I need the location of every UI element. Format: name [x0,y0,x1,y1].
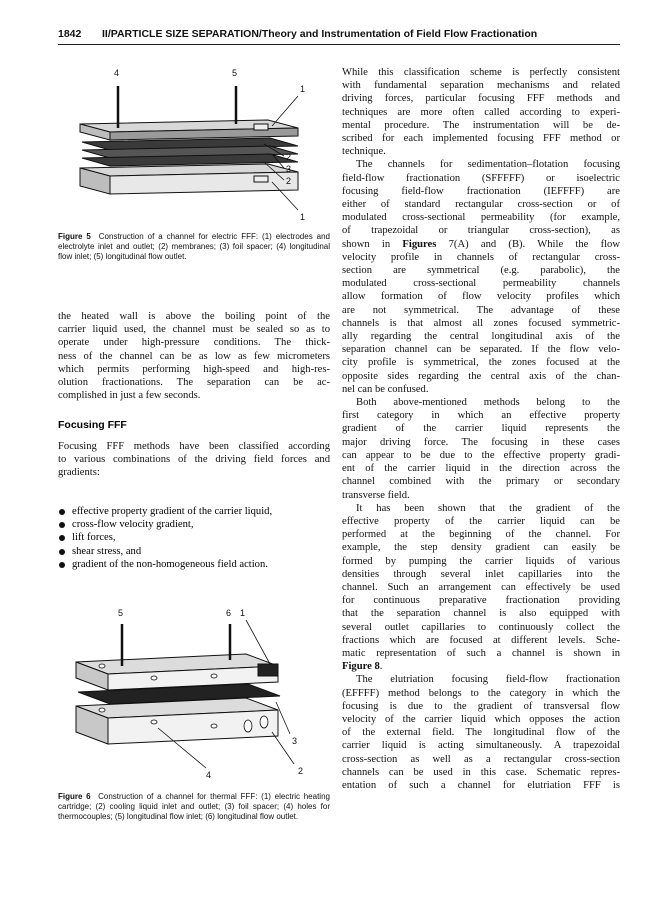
left-para-2 [58,440,330,480]
fig5-label-1-top: 1 [300,84,306,94]
figure-6-caption-label: Figure 6 [58,792,91,801]
text-line: nel can be confused. [342,383,429,395]
fig6-label-3: 3 [292,736,298,746]
text-line: carrier liquid used, the channel must be sealed so as to [58,324,330,336]
text-line: field-flow fractionation (SFFFFF) or isoelectric [342,172,620,184]
text-span: 7(A) and (B). While the flow [436,238,621,250]
text-line: (EFFFF) method belongs to the category in which the [342,687,620,699]
left-para-1 [58,310,330,402]
text-line: entation of such a channel for elutriation FFF is [342,779,620,791]
text-line: major driving force. The focusing in these cases [342,436,620,448]
text-line: operate under high-pressure conditions. The thick- [58,337,330,349]
text-line: focusing is due to the gradient of transversal flow [342,700,620,712]
text-line [342,238,620,251]
text-line: channel. Such an arrangement can effectively be used [342,581,620,593]
text-line: While this classification scheme is perfectly consistent [342,67,620,78]
text-line: channel combined with the primary or secondary [342,476,620,488]
text-line: complished in just a few seconds. [58,390,201,402]
bullet-list [58,505,272,571]
text-line: either of standard rectangular cross-section or of [342,199,620,211]
text-line: velocity of the carrier liquid which opposes the action [342,713,620,725]
figure-reference[interactable]: Figure 8 [342,661,380,673]
text-line: channels is that almost all zones focused symmetric- [342,317,620,329]
text-line: with fundamental separation mechanisms and related [342,80,620,92]
text-line [342,660,620,673]
figure-5-caption [58,232,330,263]
text-line: velocity profile in channels of rectangular cross- [342,251,620,263]
text-line: of the external field. The longitudinal flow of the [342,727,620,739]
text-line: effective property of the carrier liquid can be [342,515,620,527]
text-line: carrier liquid is acting simultaneously. A trapezoidal [342,740,620,752]
fig5-label-2-upper: 2 [286,152,292,162]
text-line: the heated wall is above the boiling point of the [58,311,330,322]
running-title: II/PARTICLE SIZE SEPARATION/Theory and Instrumentation of Field Flow Fractionation [102,28,538,40]
section-heading: Focusing FFF [58,419,127,431]
text-line: formed by pumping the carrier liquids of various [342,555,620,567]
text-line: transverse field. [342,489,410,501]
list-item: lift forces, [58,531,272,544]
text-line: The elutriation focusing field-flow fractionation [356,674,620,686]
page-number: 1842 [58,28,82,40]
text-line: of trapezoidal or triangular cross-section), as [342,225,620,237]
text-line: modulated cross-sectional permeability (for example, [342,212,620,224]
list-item: gradient of the non-homogeneous field action. [58,558,272,571]
text-line: that the separation channel is also equipped with [342,608,620,620]
running-header [58,28,620,45]
text-line: ness of the channel can be as low as few micrometers [58,350,330,362]
fig6-label-1: 1 [240,608,246,618]
figure-6-diagram [58,602,330,782]
text-line: performed at the beginning of the channel. For [342,529,620,541]
text-line: ally regarding the central longitudinal axis of the [342,331,620,343]
figure-reference[interactable]: Figures [402,238,437,250]
text-line: scribed for each implemented focusing FFF method or [342,133,620,145]
text-line: which permits performing high-speed and high-res- [58,363,330,375]
text-line: driving forces, particular focusing FFF methods and [342,93,620,105]
text-line: gradient of the carrier liquid represents the [342,423,620,435]
text-line: cross-section as well as a rectangular cross-section [342,753,620,765]
fig6-label-4: 4 [206,770,212,780]
text-line: example, the step density gradient can easily be [342,542,620,554]
fig6-label-2: 2 [298,766,304,776]
text-line: matic representation of such a channel is shown in [342,647,620,659]
list-item: effective property gradient of the carrier liquid, [58,505,272,518]
text-span: . [379,661,383,673]
text-line: techniques are more often called according to experi- [342,106,620,118]
text-line: city profile is symmetrical, the zones focused at the [342,357,620,369]
fig6-label-5: 5 [118,608,124,618]
figure-5-caption-label: Figure 5 [58,232,91,241]
text-line: The channels for sedimentation–flotation focusing [356,159,620,171]
text-line: Focusing FFF methods have been classified according [58,441,330,452]
text-line: channels can be used in this case. Schematic repres- [342,766,620,778]
figure-5-caption-text: Construction of a channel for electric FFF: (1) electrodes and electrolyte inlet and outlet; (2) membranes; (3) foil spacer; (4) longitudinal flow inlet; (5) longitudinal flow outlet. [58,232,330,262]
text-line: opposite sides regarding the central axis of the chan- [342,370,620,382]
fig5-label-3: 3 [286,164,292,174]
text-line: fractions which are focused at different levels. Sche- [342,634,620,646]
fig5-label-1-bottom: 1 [300,212,306,222]
text-line: It has been shown that the gradient of the [356,502,620,514]
text-line: olution fractionations. The separation can be ac- [58,377,330,389]
fig5-label-2-lower: 2 [286,176,292,186]
figure-6-caption [58,792,330,823]
text-line: mental procedure. The instrumentation will be de- [342,119,620,131]
text-line: technique. [342,146,386,158]
fig6-label-6: 6 [226,608,232,618]
text-line: focusing field-flow fractionation (IEFFFF) are [342,185,620,197]
right-column [342,66,620,792]
text-span: shown in [342,238,403,250]
list-item: cross-flow velocity gradient, [58,518,272,531]
text-line: separation channel can be separated. If the flow velo- [342,344,620,356]
fig5-label-4: 4 [114,68,120,78]
text-line: can appear to be due to the effective property gradi- [342,449,620,461]
figure-5-diagram [58,62,330,222]
text-line: modulated cross-sectional permeability channels [342,278,620,290]
text-line: several outlet capillaries to continuously collect the [342,621,620,633]
text-line: Both above-mentioned methods belong to the [356,397,620,409]
text-line: allow formation of flow velocity profiles which [342,291,620,303]
text-line: are not symmetrical. The advantage of these [342,304,620,316]
channel-plates [80,120,298,194]
text-line: section are symmetrical (e.g. parabolic), the [342,265,620,277]
list-item: shear stress, and [58,545,272,558]
text-line: first category in which an effective property [342,410,620,422]
heating-cartridge [258,664,278,676]
fig5-label-5: 5 [232,68,238,78]
text-line: for continuous preparative fractionation providing [342,595,620,607]
text-line: to various combinations of the driving field forces and [58,454,330,466]
text-line: densities through several inlet capillaries into the [342,568,620,580]
text-line: gradients: [58,467,100,479]
figure-6-caption-text: Construction of a channel for thermal FFF: (1) electric heating cartridge; (2) cooling liquid inlet and outlet; (3) foil spacer; (4) holes for thermocouples; (5) longitudinal flow inlet; (6) longitudinal flow outlet. [58,792,330,822]
text-line: ent of the carrier liquid in the direction across the [342,463,620,475]
